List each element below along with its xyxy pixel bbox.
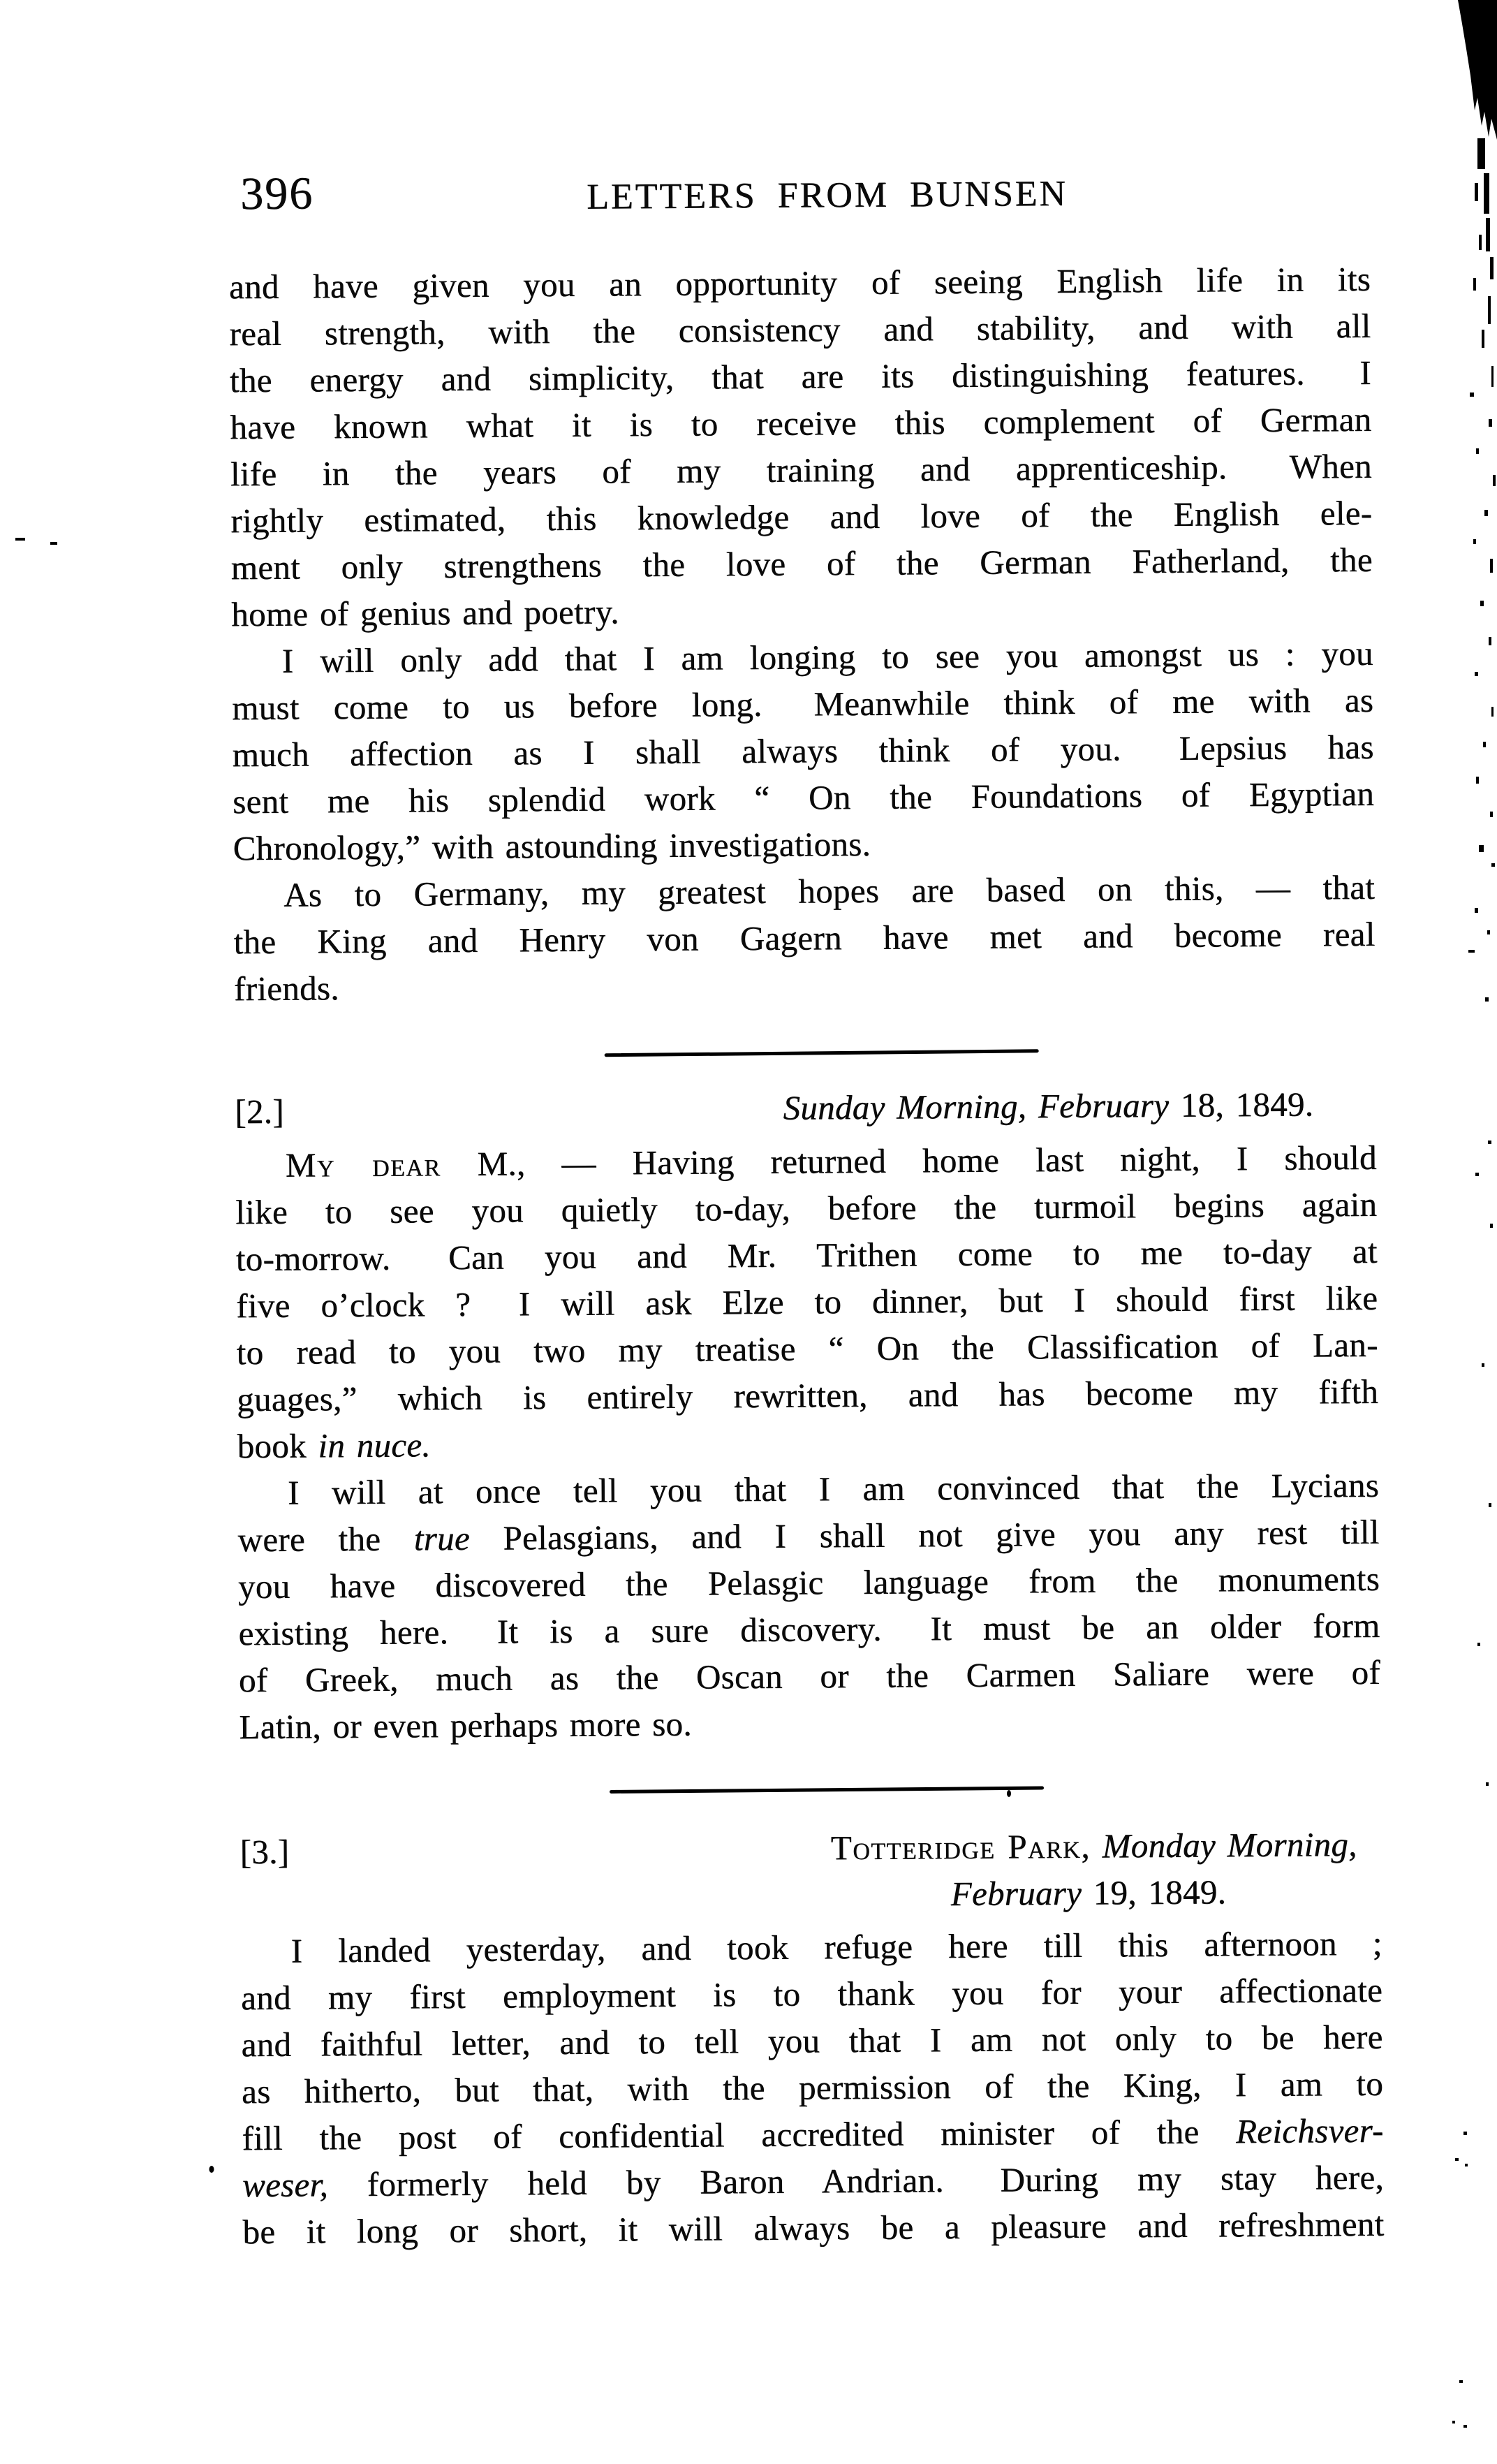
letter1-paragraph-3 (233, 864, 1376, 1012)
text-segment: Chronology,” with astounding investigations. (233, 824, 871, 868)
text-line (229, 302, 1371, 357)
text-segment: guages,” which is entirely rewritten, and has become my fifth (236, 1372, 1379, 1419)
italic-text: weser, (242, 2165, 329, 2205)
text-line (231, 536, 1373, 591)
text-line (239, 1649, 1380, 1703)
text-segment: were the (237, 1519, 414, 1560)
text-segment (1091, 1826, 1103, 1865)
text-line (232, 724, 1373, 778)
text-line (238, 1555, 1380, 1610)
italic-text: Sunday Morning, February (783, 1085, 1170, 1127)
text-line (235, 1181, 1377, 1235)
section-divider-rule (605, 1049, 1039, 1057)
text-line (239, 1696, 1380, 1750)
text-line (237, 1415, 1378, 1469)
text-segment: much affection as I shall always think of you. Lepsius has (232, 727, 1374, 775)
text-line (231, 583, 1373, 638)
text-segment: five o’clock ? I will ask Elze to dinner, but I should first like (235, 1278, 1378, 1326)
text-segment: of Greek, much as the Oscan or the Carmen Saliare were of (238, 1652, 1381, 1700)
text-segment: the King and Henry von Gagern have met and become real (233, 914, 1376, 962)
text-line (230, 349, 1371, 404)
text-line (230, 443, 1372, 497)
text-segment: I will only add that I am longing to see you amongst us : you (281, 633, 1373, 680)
letter3-dateline-date (240, 1868, 1382, 1922)
text-line (230, 490, 1372, 544)
text-segment: the energy and simplicity, that are its distinguishing features. I (229, 353, 1372, 400)
text-line (233, 864, 1375, 918)
italic-text: Reichsver- (1235, 2111, 1384, 2151)
text-line (242, 2201, 1384, 2255)
text-line (229, 256, 1371, 310)
letter2-dateline (783, 1080, 1313, 1131)
running-title: LETTERS FROM BUNSEN (586, 173, 1068, 217)
text-segment: and have given you an opportunity of seeing English life in its (228, 259, 1371, 307)
text-segment: have known what it is to receive this complement of German (230, 399, 1372, 447)
text-segment: rightly estimated, this knowledge and love of the English ele- (230, 493, 1373, 541)
italic-text: February (950, 1873, 1082, 1914)
letter1-paragraph-continuation (229, 256, 1373, 638)
page-number: 396 (239, 168, 314, 220)
text-line (233, 770, 1374, 825)
text-segment: and my first employment is to thank you for your affectionate (240, 1970, 1383, 2018)
smallcaps-text: My dear (285, 1145, 441, 1185)
text-segment: like to see you quietly to-day, before the turmoil begins again (235, 1185, 1378, 1232)
text-segment: existing here. It is a sure discovery. It must be an older form (238, 1606, 1380, 1653)
text-line (236, 1275, 1378, 1329)
text-line (242, 2107, 1383, 2162)
text-segment: be it long or short, it will always be a pleasure and refreshment (242, 2204, 1385, 2252)
text-segment: home of genius and poetry. (231, 592, 619, 634)
letter2-paragraph-1 (235, 1134, 1379, 1469)
text-segment: M., — Having returned home last night, I should (441, 1138, 1377, 1184)
text-line (237, 1462, 1379, 1516)
letter3-dateline-place (831, 1821, 1357, 1871)
text-column (229, 256, 1385, 2255)
text-line (241, 2014, 1382, 2068)
text-segment: to-morrow. Can you and Mr. Trithen come to me to-day at (235, 1231, 1378, 1279)
text-segment: to read to you two my treatise “ On the Classification of Lan- (236, 1325, 1378, 1372)
letter3-number: [3.] (239, 1832, 290, 1872)
letter2-number: [2.] (235, 1092, 285, 1131)
text-segment: formerly held by Baron Andrian. During my stay here, (327, 2157, 1385, 2204)
text-line (232, 677, 1373, 731)
text-line (242, 2060, 1383, 2115)
text-line (242, 2154, 1384, 2208)
text-line (230, 396, 1371, 450)
text-line (234, 958, 1376, 1012)
letter1-paragraph-2 (232, 630, 1375, 872)
letter3-heading (239, 1821, 1381, 1875)
text-line (233, 817, 1374, 872)
italic-text: true (413, 1518, 471, 1558)
text-segment: must come to us before long. Meanwhile think of me with as (232, 680, 1374, 728)
text-segment: book (237, 1426, 318, 1466)
text-segment: I landed yesterday, and took refuge here till this afternoon ; (290, 1923, 1382, 1970)
letter2-paragraph-2 (237, 1462, 1381, 1750)
text-line (237, 1368, 1378, 1423)
text-segment: friends. (233, 969, 339, 1009)
letter3-paragraph-1 (240, 1920, 1384, 2255)
text-segment: real strength, with the consistency and stability, and with all (229, 306, 1371, 353)
text-segment: as hitherto, but that, with the permission of the King, I am to (241, 2064, 1384, 2111)
text-segment: I will at once tell you that I am convinced that the Lycians (287, 1465, 1380, 1512)
smallcaps-text: Totteridge Park, (830, 1826, 1091, 1868)
text-line (238, 1602, 1380, 1657)
text-line (240, 1920, 1382, 1974)
text-line (235, 1228, 1377, 1282)
text-line (233, 911, 1375, 965)
text-segment: you have discovered the Pelasgic language from the monuments (237, 1559, 1380, 1606)
text-segment: fill the post of confidential accredited minister of the (242, 2112, 1237, 2158)
text-segment: 19, 1849. (1081, 1872, 1227, 1912)
section-divider-rule (610, 1787, 1044, 1794)
text-line (236, 1321, 1378, 1376)
text-line (235, 1134, 1377, 1189)
text-segment: life in the years of my training and apprenticeship. When (230, 446, 1373, 494)
text-segment: As to Germany, my greatest hopes are based on this, — that (283, 867, 1376, 914)
text-line (232, 630, 1373, 684)
italic-text: in nuce. (318, 1425, 432, 1465)
letter2-heading (235, 1080, 1376, 1135)
text-line (237, 1509, 1379, 1563)
text-segment: Pelasgians, and I shall not give you any rest till (469, 1512, 1380, 1557)
text-segment: and faithful letter, and to tell you that I am not only to be here (241, 2017, 1383, 2065)
italic-text: Monday Morning, (1102, 1824, 1357, 1865)
text-segment: ment only strengthens the love of the German Fatherland, the (230, 540, 1373, 587)
text-line (241, 1967, 1382, 2021)
text-segment: 18, 1849. (1169, 1085, 1314, 1124)
text-segment: Latin, or even perhaps more so. (239, 1704, 692, 1747)
text-segment: sent me his splendid work “ On the Foundations of Egyptian (232, 774, 1375, 821)
